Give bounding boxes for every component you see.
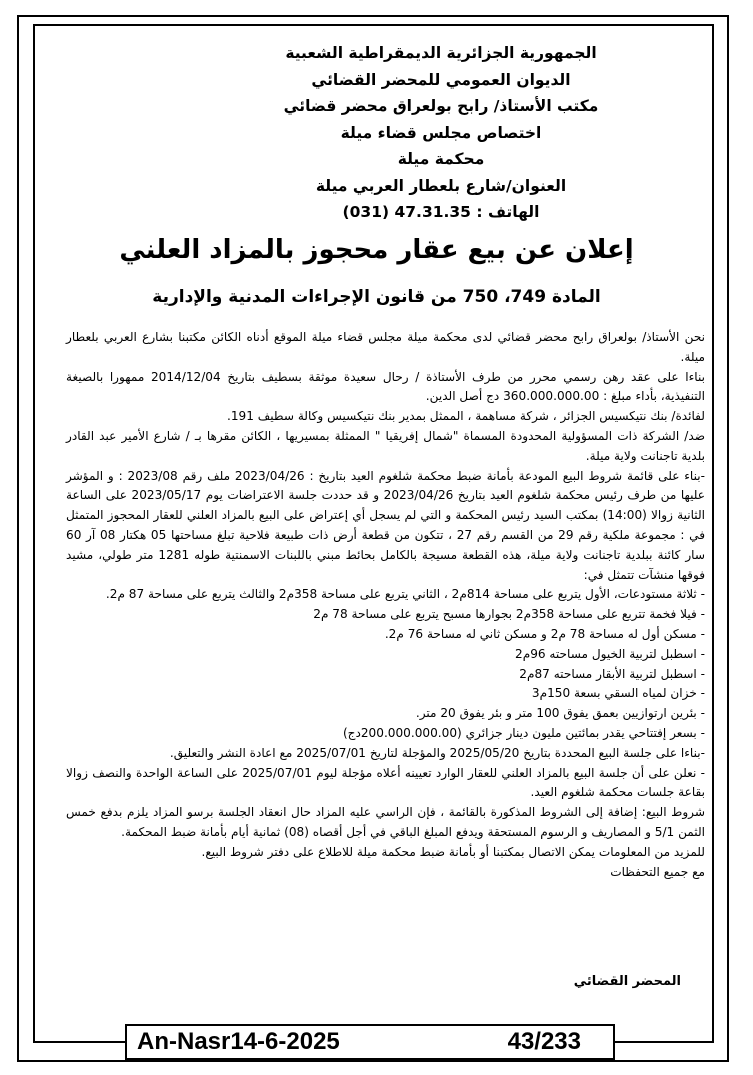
paragraph-more-info: للمزيد من المعلومات يمكن الاتصال بمكتبنا أو بأمانة ضبط محكمة ميلة للاطلاع على دفتر شروط البيع. [201, 844, 705, 859]
letterhead [181, 40, 701, 226]
list-item-dwellings: - مسكن أول له مساحة 78 م2 و مسكن ثاني له مساحة 76 م2. [384, 626, 705, 641]
list-item-warehouses: - ثلاثة مستودعات، الأول يتربع على مساحة 814م2 ، الثاني يتربع على مساحة 358م2 والثالث يتربع على مساحة 87 م2. [105, 587, 705, 602]
paragraph-conditions-list: -بناء على قائمة شروط البيع المودعة بأمانة ضبط محكمة شلغوم العيد بتاريخ : 2023/04/26 ملف رقم 2023/08 : و المؤشر عليها من طرف رئيس محكمة شلغوم العيد بتاريخ 2023/04/26 و قد حددت جلسة الاعتراضات يوم 2023/05/17 على الساعة الثانية زوالا (14:00) بمكتب السيد رئيس المحكمة و التي لم يسجل أي إعتراض على البيع بالمزاد العلني للعقار المحجوز المتمثل في : مجموعة ملكية رقم 29 من القسم رقم 27 ، تتكون من قطعة أرض ذات طبيعة فلاحية تبلغ مساحتها 05 هكتار 08 آر 60 سار كائنة ببلدية تاجنانت ولاية ميلة، هذه القطعة مسيجة بالكامل بحائط مبني باللبنات الاسمنتية طوله 1281 متر طولي، مشيد فوقها منشآت تتمثل في: [66, 468, 706, 582]
header-line-address: العنوان/شارع بلعطار العربي ميلة [315, 176, 567, 195]
header-line-bailiff: مكتب الأستاذ/ رابح بولعراق محضر قضائي [283, 97, 599, 115]
publication-date: An-Nasr14-6-2025 [137, 1028, 340, 1055]
notice-body [66, 328, 705, 882]
paragraph-mortgage-deed: بناءا على عقد رهن رسمي محرر من طرف الأستاذة / رحال سعيدة موثقة بسطيف بتاريخ 2014/12/04 ممهورا بالصيغة التنفيذية، بأداء مبلغ : 360.000.000.00 دج أصل الدين. [66, 369, 705, 404]
notice-title: إعلان عن بيع عقار محجوز بالمزاد العلني [119, 235, 634, 265]
publication-reference: 43/233 [507, 1028, 581, 1055]
paragraph-sale-terms: شروط البيع: إضافة إلى الشروط المذكورة بالقائمة ، فإن الراسي عليه المزاد حال انعقاد الجلسة برسو المزاد يلزم بدفع خمس الثمن 5/1 و المصاريف و الرسوم المستحقة ويدفع المبلغ الباقي في أجل أقصاه (08) ثمانية أيام بأمانة ضبط المحكمة. [66, 805, 705, 839]
paragraph-reservations: مع جميع التحفظات [610, 864, 705, 879]
paragraph-session-date: -بناءا على جلسة البيع المحددة بتاريخ 2025/05/20 والمؤجلة لتاريخ 2025/07/01 مع اعادة النشر والتعليق. [169, 745, 705, 760]
list-item-water-tank: - خزان لمياه السقي بسعة 150م3 [531, 686, 705, 701]
header-line-office: الديوان العمومي للمحضر القضائي [311, 70, 571, 89]
paragraph-postponed-session: - نعلن على أن جلسة البيع بالمزاد العلني للعقار الوارد تعيينه أعلاه مؤجلة ليوم 2025/07/01 على الساعة الواحدة والنصف زوالا بقاعة جلسات محكمة شلغوم العيد. [66, 765, 705, 800]
header-line-phone: الهاتف : 47.31.35 (031) [342, 203, 540, 221]
list-item-opening-price: - بسعر إفتتاحي يقدر بمائتين مليون دينار جزائري (200.000.000.00دج) [342, 725, 705, 740]
header-line-jurisdiction: اختصاص مجلس قضاء ميلة [340, 123, 542, 142]
header-line-court: محكمة ميلة [397, 150, 485, 168]
header-line-republic: الجمهورية الجزائرية الديمقراطية الشعبية [285, 44, 597, 62]
publication-footer [125, 1024, 615, 1060]
paragraph-beneficiary: لفائدة/ بنك نتيكسيس الجزائر ، شركة مساهمة ، الممثل بمدير بنك نتيكسيس وكالة سطيف 191. [226, 409, 705, 424]
list-item-horse-stable: - اسطبل لتربية الخيول مساحته 96م2 [514, 646, 705, 661]
paragraph-defendant: ضد/ الشركة ذات المسؤولية المحدودة المسماة "شمال إفريقيا " الممثلة بمسيريها ، الكائن مقرها بـ / شارع الأمير عبد القادر بلدية تاجنانت ولاية ميلة. [66, 428, 705, 463]
signature: المحضر القضائي [573, 974, 681, 989]
list-item-wells: - بئرين ارتوازيين بعمق يفوق 100 متر و بئر يفوق 20 متر. [415, 706, 705, 721]
notice-subtitle: المادة 749، 750 من قانون الإجراءات المدنية والإدارية [152, 287, 601, 307]
list-item-villa: - فيلا فخمة تتربع على مساحة 358م2 بجوارها مسبح يتربع على مساحة 78 م2 [313, 607, 705, 622]
paragraph-bailiff: نحن الأستاذ/ بولعراق رابح محضر قضائي لدى محكمة ميلة مجلس قضاء ميلة الموقع أدناه الكائن مكتبنا بشارع العربي بلعطار ميلة. [66, 330, 705, 364]
list-item-cattle-stable: - اسطبل لتربية الأبقار مساحته 87م2 [519, 666, 705, 681]
